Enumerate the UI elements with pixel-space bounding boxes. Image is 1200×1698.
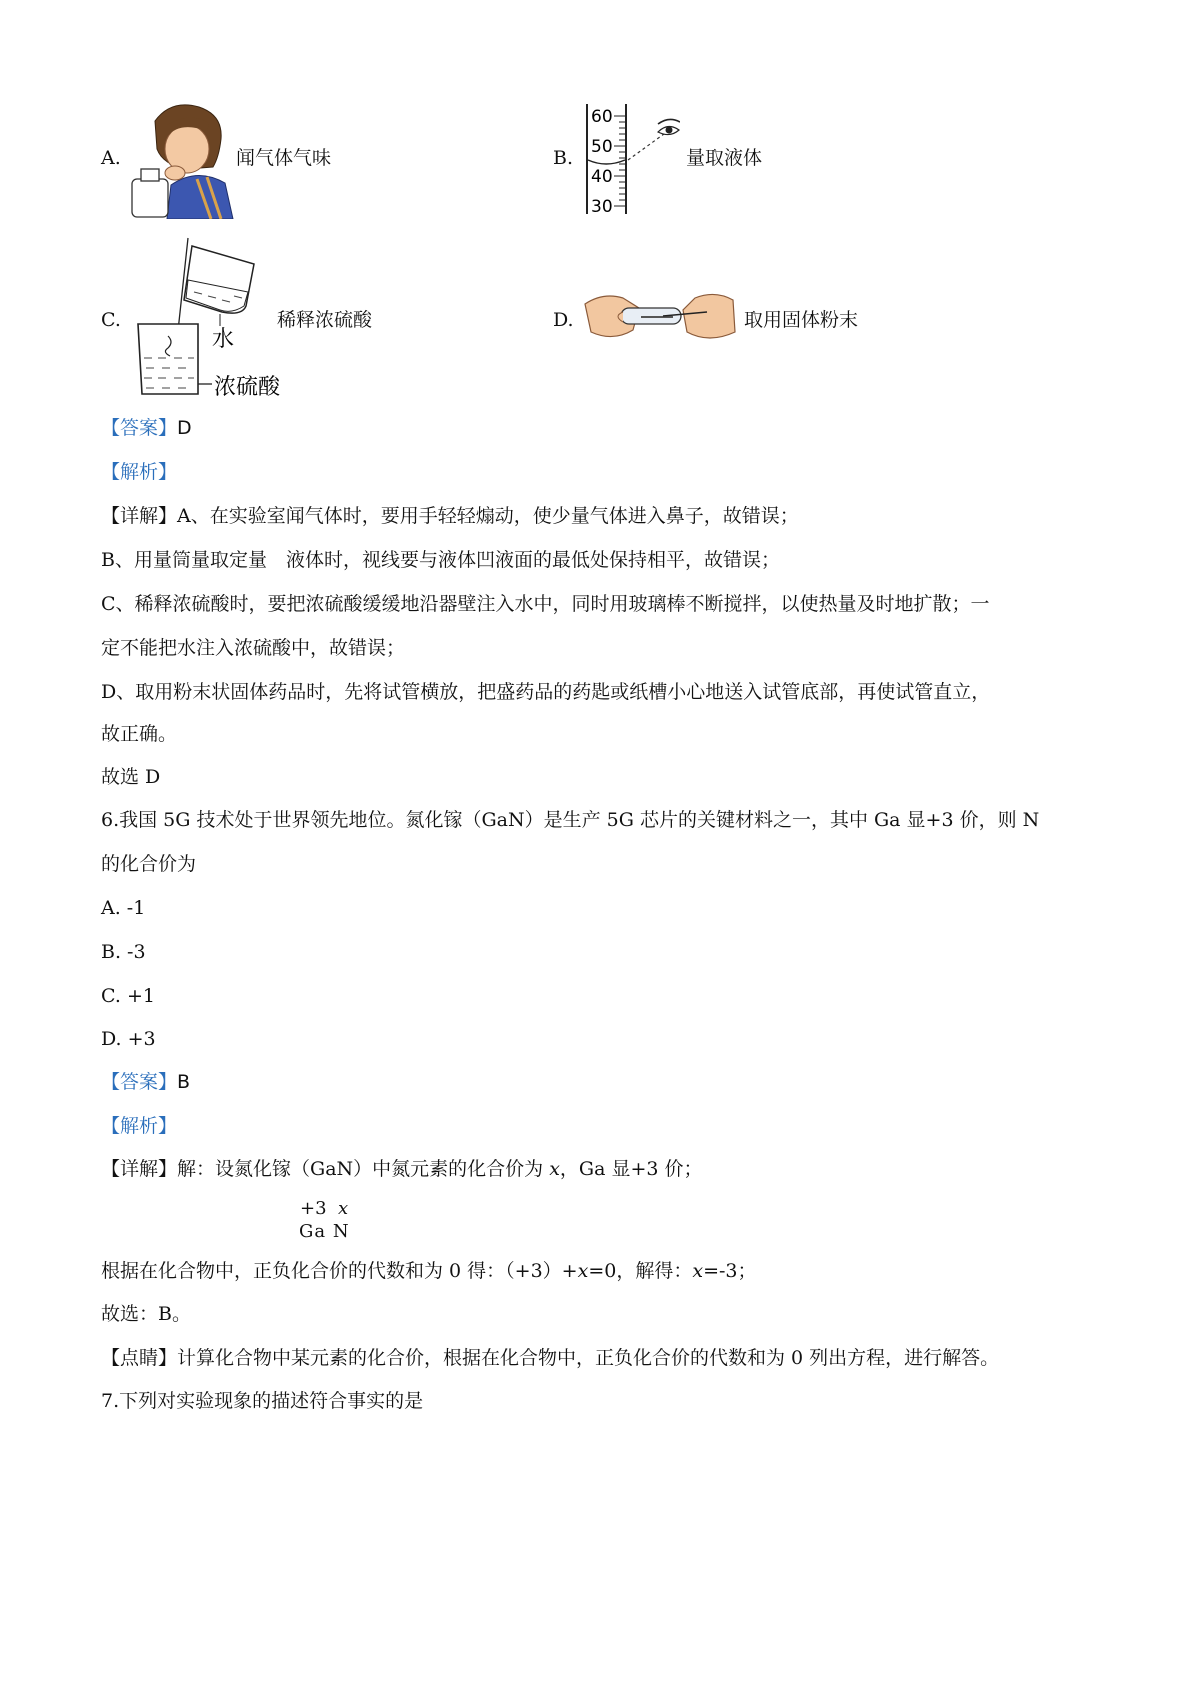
q6-option-a: A. -1 bbox=[101, 897, 146, 919]
detail-line-7: 故选 D bbox=[101, 766, 161, 788]
tick-label-40: 40 bbox=[591, 167, 613, 187]
q6-option-c: C. +1 bbox=[101, 985, 155, 1007]
tick-label-50: 50 bbox=[591, 137, 613, 157]
answer-value: D bbox=[177, 417, 192, 439]
calc-text-c: =-3； bbox=[703, 1260, 757, 1282]
option-a-label: 闻气体气味 bbox=[236, 147, 332, 169]
option-c-letter: C. bbox=[101, 309, 121, 331]
option-d-letter: D. bbox=[553, 309, 574, 331]
diluting-acid-illustration bbox=[132, 236, 282, 401]
detail-line-4: 定不能把水注入浓硫酸中，故错误； bbox=[101, 637, 406, 659]
tick-label-30: 30 bbox=[591, 197, 613, 217]
calc-text-b: =0，解得： bbox=[588, 1260, 693, 1282]
detail-tag: 【详解】 bbox=[101, 1158, 178, 1180]
answer-tag: 【答案】 bbox=[101, 1071, 178, 1093]
q6-stem-line-2: 的化合价为 bbox=[101, 853, 197, 875]
detail-line-5: D、取用粉末状固体药品时，先将试管横放，把盛药品的药匙或纸槽小心地送入试管底部，再使试管直立， bbox=[101, 681, 991, 703]
variable-x: x bbox=[577, 1260, 589, 1282]
option-c-label: 稀释浓硫酸 bbox=[277, 309, 373, 331]
q5-answer-line bbox=[101, 416, 192, 440]
detail-line-6: 故正确。 bbox=[101, 723, 178, 745]
q6-detail-line bbox=[101, 1157, 703, 1181]
option-b-label: 量取液体 bbox=[686, 147, 763, 169]
analysis-tag: 【解析】 bbox=[101, 1115, 178, 1137]
valence-ga: +3 bbox=[300, 1198, 327, 1219]
q6-calc-line bbox=[101, 1259, 757, 1283]
valence-n: x bbox=[338, 1198, 349, 1219]
answer-tag: 【答案】 bbox=[101, 417, 178, 439]
smelling-gas-illustration bbox=[127, 97, 235, 219]
water-label: 水 bbox=[212, 327, 235, 352]
detail-line-1: 【详解】A、在实验室闻气体时，要用手轻轻煽动，使少量气体进入鼻子，故错误； bbox=[101, 505, 799, 527]
q6-answer-line bbox=[101, 1070, 190, 1094]
tick-label-60: 60 bbox=[591, 107, 613, 127]
q6-comment-line: 【点睛】计算化合物中某元素的化合价，根据在化合物中，正负化合价的代数和为 0 列出方程，进行解答。 bbox=[101, 1347, 1000, 1369]
valence-marks bbox=[300, 1197, 348, 1221]
q6-stem-line-1: 6.我国 5G 技术处于世界领先地位。氮化镓（GaN）是生产 5G 芯片的关键材料之一，其中 Ga 显+3 价，则 N bbox=[101, 809, 1040, 831]
acid-label: 浓硫酸 bbox=[214, 375, 281, 400]
detail-line-2: B、用量筒量取定量 液体时，视线要与液体凹液面的最低处保持相平，故错误； bbox=[101, 549, 780, 571]
variable-x: x bbox=[549, 1158, 560, 1180]
q7-stem: 7.下列对实验现象的描述符合事实的是 bbox=[101, 1390, 424, 1412]
option-a-letter: A. bbox=[101, 147, 121, 169]
q6-option-b: B. -3 bbox=[101, 941, 146, 963]
analysis-tag: 【解析】 bbox=[101, 461, 178, 483]
detail-text-end: ，Ga 显+3 价； bbox=[559, 1158, 703, 1180]
graduated-cylinder-illustration bbox=[584, 102, 680, 217]
formula-gan: Ga N bbox=[299, 1221, 350, 1242]
option-d-label: 取用固体粉末 bbox=[744, 309, 859, 331]
powder-test-tube-illustration bbox=[583, 286, 743, 346]
option-b-letter: B. bbox=[553, 147, 574, 169]
variable-x: x bbox=[692, 1260, 704, 1282]
calc-text-a: 根据在化合物中，正负化合价的代数和为 0 得：（+3）+ bbox=[101, 1260, 578, 1282]
detail-text: 解：设氮化镓（GaN）中氮元素的化合价为 bbox=[177, 1158, 550, 1180]
q6-option-d: D. +3 bbox=[101, 1028, 156, 1050]
detail-line-3: C、稀释浓硫酸时，要把浓硫酸缓缓地沿器壁注入水中，同时用玻璃棒不断搅拌，以使热量及时地扩散；一 bbox=[101, 593, 990, 615]
answer-value: B bbox=[177, 1071, 191, 1093]
q6-choose-line: 故选：B。 bbox=[101, 1303, 191, 1325]
eye-icon bbox=[658, 119, 680, 134]
